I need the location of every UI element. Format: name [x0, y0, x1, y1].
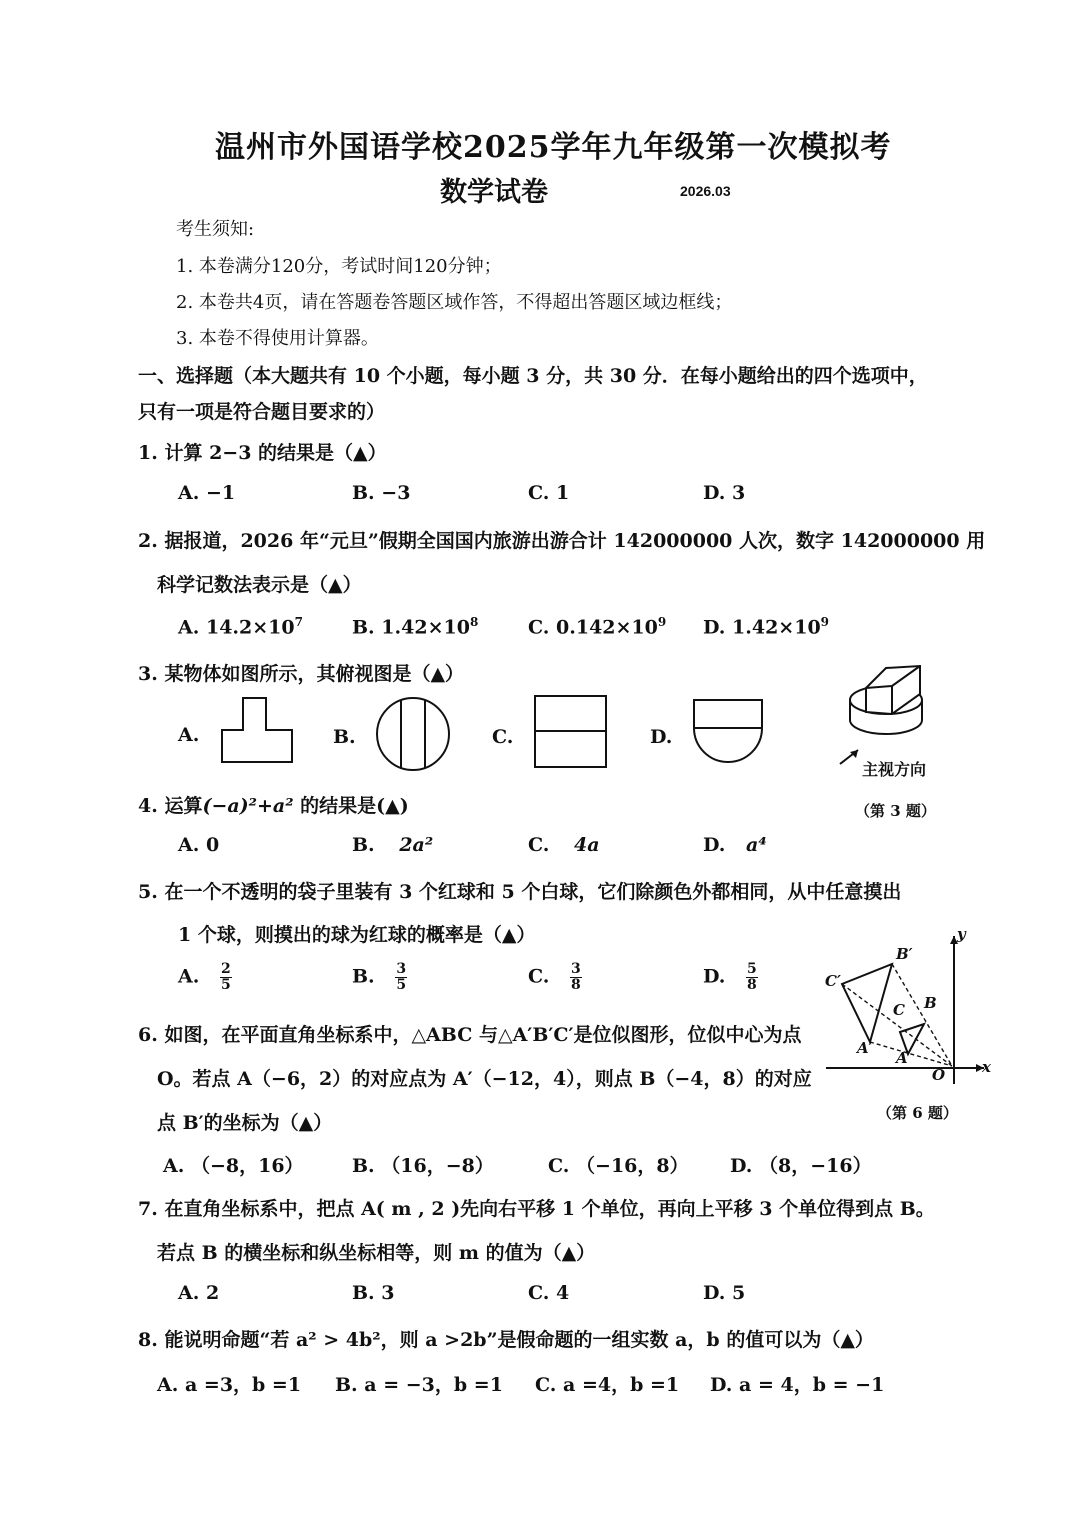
exam-date: 2026.03	[680, 183, 731, 199]
q2-option-a: A. $14.2\times 10^7$	[178, 615, 303, 639]
q5-option-c: C. $\frac{3}{8}$	[528, 961, 581, 993]
q6-option-d: D. （8，−16）	[730, 1155, 872, 1177]
q3-stem: 3. 某物体如图所示，其俯视图是（▲）	[138, 663, 465, 685]
notice-item: 3. 本卷不得使用计算器。	[176, 328, 379, 349]
q6-option-c: C. （−16，8）	[548, 1155, 689, 1177]
q3-option-b-figure	[375, 696, 453, 774]
q5-stem-2: 1 个球，则摸出的球为红球的概率是（▲）	[178, 924, 536, 946]
q3-caption: （第 3 题）	[855, 802, 936, 820]
q3-direction-label: 主视方向	[862, 760, 927, 779]
q6-label-x: x	[982, 1058, 991, 1076]
q2-option-b: B. $1.42\times 10^8$	[352, 615, 479, 639]
q5-option-d: D. $\frac{5}{8}$	[703, 961, 757, 993]
q6-option-b: B. （16，−8）	[352, 1155, 494, 1177]
q2-option-c: C. $0.142\times 10^9$	[528, 615, 667, 639]
q8-stem: 8. 能说明命题“若 a² > 4b²，则 a >2b”是假命题的一组实数 a，b 的值可以为（▲）	[138, 1329, 874, 1351]
q3-option-d-figure	[692, 698, 764, 764]
q3-option-c-figure	[533, 694, 609, 770]
q7-option-a: A. 2	[178, 1282, 220, 1304]
q1-option-c: C. 1	[528, 482, 570, 504]
q7-option-c: C. 4	[528, 1282, 570, 1304]
q3-option-a-label: A.	[178, 724, 200, 746]
q2-option-d: D. $1.42\times 10^9$	[703, 615, 830, 639]
q3-solid-figure	[836, 658, 946, 768]
q7-stem: 7. 在直角坐标系中，把点 A( m , 2 )先向右平移 1 个单位，再向上平移 3 个单位得到点 B。	[138, 1198, 935, 1220]
q7-option-d: D. 5	[703, 1282, 746, 1304]
q6-caption: （第 6 题）	[877, 1104, 958, 1122]
q5-option-a: A. $\frac{2}{5}$	[178, 961, 231, 993]
q5-option-b: B. $\frac{3}{5}$	[352, 961, 407, 993]
q6-stem-3: 点 B′的坐标为（▲）	[157, 1112, 333, 1134]
q6-stem: 6. 如图，在平面直角坐标系中，△ABC 与△A′B′C′是位似图形，位似中心为点	[138, 1024, 802, 1046]
q7-stem-2: 若点 B 的横坐标和纵坐标相等，则 m 的值为（▲）	[157, 1242, 596, 1264]
q3-option-a-figure	[220, 696, 295, 766]
q8-option-a: A. a =3，b =1	[157, 1374, 302, 1396]
q7-option-b: B. 3	[352, 1282, 395, 1304]
q1-option-b: B. −3	[352, 482, 411, 504]
section-heading-2: 只有一项是符合题目要求的）	[138, 401, 386, 423]
q1-stem: 1. 计算 2−3 的结果是（▲）	[138, 442, 387, 464]
q6-option-a: A. （−8，16）	[163, 1155, 304, 1177]
exam-title: 温州市外国语学校2025学年九年级第一次模拟考	[215, 130, 892, 165]
q3-option-b-label: B.	[333, 726, 356, 748]
q6-stem-2: O。若点 A（−6，2）的对应点为 A′（−12，4），则点 B（−4，8）的对应	[157, 1068, 812, 1090]
q4-option-a: A. 0	[178, 834, 220, 856]
q4-option-c: C. 4a	[528, 834, 600, 856]
q5-stem: 5. 在一个不透明的袋子里装有 3 个红球和 5 个白球，它们除颜色外都相同，从中任意摸出	[138, 881, 902, 903]
q3-option-c-label: C.	[492, 726, 514, 748]
notice-item: 1. 本卷满分120分，考试时间120分钟；	[176, 256, 502, 277]
notice-heading: 考生须知:	[176, 219, 255, 240]
exam-subtitle: 数学试卷	[440, 177, 548, 208]
q6-label-o: O	[932, 1066, 946, 1084]
q8-option-c: C. a =4，b =1	[535, 1374, 680, 1396]
q6-label-b: B	[924, 994, 937, 1012]
q1-option-a: A. −1	[178, 482, 236, 504]
q6-label-a: A	[896, 1049, 908, 1067]
q6-label-a-prime: A′	[857, 1039, 873, 1057]
q8-option-d: D. a = 4，b = −1	[710, 1374, 885, 1396]
section-heading: 一、选择题（本大题共有 10 个小题，每小题 3 分，共 30 分．在每小题给出的四个选项中，	[138, 365, 928, 387]
q6-label-c-prime: C′	[825, 972, 841, 990]
q2-stem-2: 科学记数法表示是（▲）	[157, 574, 362, 596]
q1-option-d: D. 3	[703, 482, 746, 504]
q4-option-b: B. 2a²	[352, 834, 434, 856]
q3-option-d-label: D.	[650, 726, 673, 748]
q6-label-y: y	[957, 925, 966, 943]
q4-option-d: D. a⁴	[703, 834, 767, 856]
q8-option-b: B. a = −3，b =1	[335, 1374, 503, 1396]
q6-label-c: C	[893, 1001, 905, 1019]
q2-stem: 2. 据报道，2026 年“元旦”假期全国国内旅游出游合计 142000000 人次，数字 142000000 用	[138, 530, 986, 552]
notice-item: 2. 本卷共4页，请在答题卷答题区域作答，不得超出答题区域边框线；	[176, 292, 733, 313]
q6-label-b-prime: B′	[896, 945, 913, 963]
q4-stem: 4. 运算(−a)²+a² 的结果是(▲)	[138, 795, 409, 817]
